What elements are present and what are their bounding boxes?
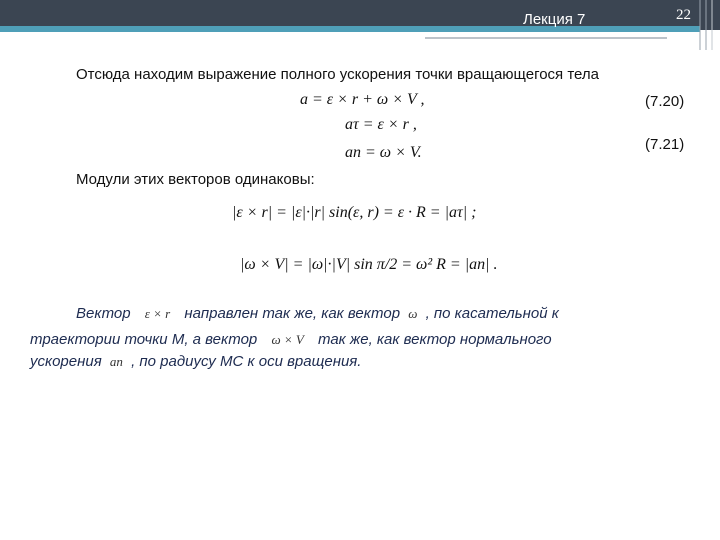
- paragraph-line-1: [76, 305, 559, 322]
- corner-decoration: [0, 0, 720, 50]
- equation-number-7-21: (7.21): [645, 136, 685, 153]
- page-number: 22: [676, 7, 691, 23]
- heading-text: Отсюда находим выражение полного ускорения точки вращающегося тела: [76, 66, 599, 83]
- paragraph-text: , по касательной к: [425, 305, 559, 322]
- equation-7-20: a = ε × r + ω × V ,: [300, 91, 425, 108]
- lecture-title: Лекция 7: [523, 11, 586, 28]
- modulus-equation-tangential: |ε × r| = |ε|·|r| sin(ε, r) = ε · R = |aτ| ;: [232, 204, 477, 221]
- paragraph-text: так же, как вектор нормального: [318, 331, 552, 348]
- paragraph-text: , по радиусу МС к оси вращения.: [131, 353, 362, 370]
- modulus-equation-normal: |ω × V| = |ω|·|V| sin π/2 = ω² R = |an| .: [240, 256, 498, 273]
- equation-tangential: aτ = ε × r ,: [345, 116, 417, 133]
- inline-math: ω: [408, 306, 418, 321]
- paragraph-text: направлен так же, как вектор: [184, 305, 401, 322]
- paragraph-line-3: [30, 353, 361, 370]
- paragraph-text: ускорения: [30, 353, 102, 370]
- inline-math: an: [109, 354, 123, 369]
- subheading-text: Модули этих векторов одинаковы:: [76, 171, 315, 188]
- paragraph-line-2: [30, 331, 552, 348]
- equation-7-21: an = ω × V.: [345, 144, 422, 161]
- equation-number-7-20: (7.20): [645, 93, 685, 110]
- inline-math: ω × V: [271, 332, 304, 347]
- paragraph-text: траектории точки М, а вектор: [30, 331, 258, 348]
- paragraph-text: Вектор: [76, 305, 131, 322]
- inline-math: ε × r: [144, 306, 171, 321]
